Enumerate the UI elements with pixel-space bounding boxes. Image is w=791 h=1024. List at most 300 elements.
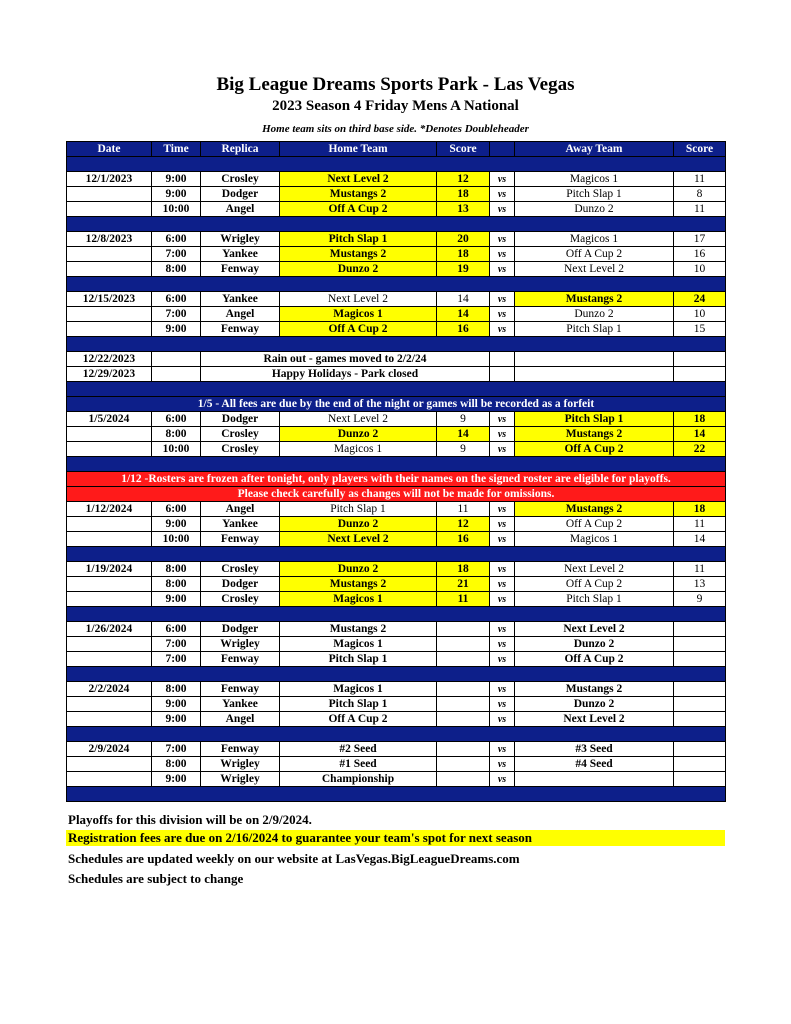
away-team-cell: Next Level 2 [515, 712, 674, 727]
away-team-cell: Mustangs 2 [515, 292, 674, 307]
home-score-cell [437, 697, 490, 712]
away-score-cell: 9 [674, 592, 726, 607]
header-vs [490, 142, 515, 157]
replica-cell: Angel [201, 712, 280, 727]
vs-cell: vs [490, 502, 515, 517]
separator-cell [67, 382, 726, 397]
message-cell: Rain out - games moved to 2/2/24 [201, 352, 490, 367]
home-team-cell: Championship [280, 772, 437, 787]
away-score-cell: 8 [674, 187, 726, 202]
time-cell: 10:00 [152, 202, 201, 217]
home-score-cell [437, 652, 490, 667]
home-team-cell: Mustangs 2 [280, 187, 437, 202]
table-row [67, 757, 726, 772]
separator-cell [67, 727, 726, 742]
change-note: Schedules are subject to change [68, 871, 244, 886]
away-score-cell: 22 [674, 442, 726, 457]
header-date: Date [67, 142, 152, 157]
home-team-cell: Magicos 1 [280, 307, 437, 322]
away-team-cell: Next Level 2 [515, 562, 674, 577]
time-cell: 8:00 [152, 262, 201, 277]
table-row [67, 652, 726, 667]
vs-cell: vs [490, 232, 515, 247]
separator-cell [67, 277, 726, 292]
vs-cell: vs [490, 742, 515, 757]
separator-row [67, 217, 726, 232]
date-cell [67, 262, 152, 277]
separator-row [67, 787, 726, 802]
time-cell: 7:00 [152, 637, 201, 652]
away-score-cell [674, 712, 726, 727]
replica-cell: Angel [201, 202, 280, 217]
announcement-row [67, 397, 726, 412]
away-score-cell [674, 622, 726, 637]
date-cell [67, 577, 152, 592]
time-cell: 6:00 [152, 232, 201, 247]
vs-cell: vs [490, 412, 515, 427]
table-row [67, 517, 726, 532]
separator-row [67, 547, 726, 562]
home-team-cell: Off A Cup 2 [280, 712, 437, 727]
home-score-cell: 11 [437, 502, 490, 517]
away-score-cell [674, 652, 726, 667]
away-score-cell [674, 697, 726, 712]
replica-cell: Yankee [201, 517, 280, 532]
home-score-cell [437, 682, 490, 697]
date-cell [67, 697, 152, 712]
date-cell [67, 637, 152, 652]
replica-cell: Dodger [201, 622, 280, 637]
home-score-cell: 19 [437, 262, 490, 277]
header-home-score: Score [437, 142, 490, 157]
replica-cell: Fenway [201, 532, 280, 547]
away-team-cell: Next Level 2 [515, 622, 674, 637]
date-cell: 1/5/2024 [67, 412, 152, 427]
home-team-cell: Next Level 2 [280, 412, 437, 427]
date-cell [67, 202, 152, 217]
date-cell [67, 442, 152, 457]
vs-cell: vs [490, 652, 515, 667]
schedule-body [67, 157, 726, 802]
table-row [67, 502, 726, 517]
time-cell [152, 367, 201, 382]
separator-row [67, 382, 726, 397]
home-team-cell: Pitch Slap 1 [280, 502, 437, 517]
home-team-cell: Magicos 1 [280, 637, 437, 652]
home-score-cell: 9 [437, 412, 490, 427]
table-row [67, 622, 726, 637]
date-cell: 1/26/2024 [67, 622, 152, 637]
page-title: Big League Dreams Sports Park - Las Vegas [216, 74, 575, 95]
table-row [67, 202, 726, 217]
time-cell: 8:00 [152, 562, 201, 577]
vs-cell: vs [490, 307, 515, 322]
vs-cell: vs [490, 172, 515, 187]
table-row [67, 412, 726, 427]
time-cell: 6:00 [152, 622, 201, 637]
replica-cell: Wrigley [201, 772, 280, 787]
away-score-cell: 13 [674, 577, 726, 592]
home-score-cell [437, 742, 490, 757]
away-team-cell: Dunzo 2 [515, 697, 674, 712]
away-team-cell: Mustangs 2 [515, 682, 674, 697]
table-row [67, 532, 726, 547]
roster-alert-row [67, 472, 726, 487]
home-score-cell [437, 772, 490, 787]
time-cell: 8:00 [152, 427, 201, 442]
time-cell: 7:00 [152, 652, 201, 667]
table-row [67, 322, 726, 337]
away-score-cell: 11 [674, 517, 726, 532]
away-team-cell: Pitch Slap 1 [515, 187, 674, 202]
separator-cell [67, 607, 726, 622]
home-score-cell [437, 757, 490, 772]
away-team-cell: Off A Cup 2 [515, 652, 674, 667]
date-cell [67, 187, 152, 202]
home-score-cell: 14 [437, 307, 490, 322]
vs-cell: vs [490, 622, 515, 637]
date-cell [67, 712, 152, 727]
table-row [67, 697, 726, 712]
table-row [67, 772, 726, 787]
home-team-cell: #2 Seed [280, 742, 437, 757]
roster-alert-text: Please check carefully as changes will not be made for omissions. [67, 487, 726, 502]
away-team-cell: Dunzo 2 [515, 637, 674, 652]
vs-cell [490, 367, 515, 382]
date-cell: 2/2/2024 [67, 682, 152, 697]
home-team-cell: Dunzo 2 [280, 562, 437, 577]
vs-cell: vs [490, 532, 515, 547]
date-cell: 12/8/2023 [67, 232, 152, 247]
table-row [67, 682, 726, 697]
away-team-cell: Dunzo 2 [515, 307, 674, 322]
replica-cell: Wrigley [201, 637, 280, 652]
away-score-cell: 10 [674, 307, 726, 322]
vs-cell: vs [490, 697, 515, 712]
away-score-cell: 11 [674, 562, 726, 577]
date-cell: 12/15/2023 [67, 292, 152, 307]
home-team-cell: Pitch Slap 1 [280, 232, 437, 247]
vs-cell: vs [490, 202, 515, 217]
table-row [67, 562, 726, 577]
roster-alert-row [67, 487, 726, 502]
table-row [67, 742, 726, 757]
vs-cell: vs [490, 712, 515, 727]
away-team-cell: Mustangs 2 [515, 427, 674, 442]
header-replica: Replica [201, 142, 280, 157]
replica-cell: Crosley [201, 562, 280, 577]
time-cell: 9:00 [152, 712, 201, 727]
home-score-cell: 9 [437, 442, 490, 457]
date-cell: 1/12/2024 [67, 502, 152, 517]
time-cell: 6:00 [152, 412, 201, 427]
table-row [67, 232, 726, 247]
header-away-team: Away Team [515, 142, 674, 157]
home-team-cell: Next Level 2 [280, 172, 437, 187]
vs-cell: vs [490, 517, 515, 532]
vs-cell: vs [490, 262, 515, 277]
home-team-cell: #1 Seed [280, 757, 437, 772]
replica-cell: Yankee [201, 292, 280, 307]
website-note: Schedules are updated weekly on our website at LasVegas.BigLeagueDreams.com [68, 851, 520, 866]
replica-cell: Fenway [201, 682, 280, 697]
vs-cell: vs [490, 427, 515, 442]
away-score-cell: 24 [674, 292, 726, 307]
home-team-cell: Dunzo 2 [280, 427, 437, 442]
home-score-cell: 16 [437, 322, 490, 337]
date-cell [67, 772, 152, 787]
home-score-cell: 18 [437, 562, 490, 577]
home-score-cell: 18 [437, 187, 490, 202]
table-row [67, 262, 726, 277]
time-cell: 9:00 [152, 187, 201, 202]
vs-cell: vs [490, 187, 515, 202]
away-score-cell: 18 [674, 412, 726, 427]
away-score-cell [674, 682, 726, 697]
date-cell: 12/1/2023 [67, 172, 152, 187]
separator-cell [67, 337, 726, 352]
home-score-cell: 21 [437, 577, 490, 592]
separator-row [67, 667, 726, 682]
separator-cell [67, 547, 726, 562]
away-score-cell [674, 757, 726, 772]
away-team-cell: Magicos 1 [515, 232, 674, 247]
away-score-cell: 16 [674, 247, 726, 262]
away-score-cell: 15 [674, 322, 726, 337]
away-team-cell: Dunzo 2 [515, 202, 674, 217]
away-team-cell: Magicos 1 [515, 172, 674, 187]
replica-cell: Fenway [201, 262, 280, 277]
home-team-cell: Mustangs 2 [280, 577, 437, 592]
replica-cell: Yankee [201, 247, 280, 262]
home-team-cell: Pitch Slap 1 [280, 652, 437, 667]
away-score-cell: 17 [674, 232, 726, 247]
date-cell [67, 427, 152, 442]
vs-cell: vs [490, 577, 515, 592]
home-team-cell: Magicos 1 [280, 442, 437, 457]
date-cell: 2/9/2024 [67, 742, 152, 757]
home-score-cell: 18 [437, 247, 490, 262]
home-score-cell: 16 [437, 532, 490, 547]
home-team-cell: Mustangs 2 [280, 247, 437, 262]
table-header-row [67, 142, 726, 157]
schedule-table [66, 141, 726, 802]
date-cell: 12/22/2023 [67, 352, 152, 367]
away-team-cell [515, 772, 674, 787]
vs-cell: vs [490, 682, 515, 697]
date-cell [67, 592, 152, 607]
home-score-cell: 14 [437, 292, 490, 307]
replica-cell: Fenway [201, 742, 280, 757]
home-score-cell [437, 637, 490, 652]
time-cell: 6:00 [152, 292, 201, 307]
replica-cell: Crosley [201, 172, 280, 187]
replica-cell: Angel [201, 307, 280, 322]
replica-cell: Dodger [201, 577, 280, 592]
replica-cell: Crosley [201, 427, 280, 442]
vs-cell: vs [490, 757, 515, 772]
separator-row [67, 337, 726, 352]
away-score-cell: 10 [674, 262, 726, 277]
date-cell [67, 517, 152, 532]
home-score-cell [437, 622, 490, 637]
home-team-cell: Off A Cup 2 [280, 202, 437, 217]
separator-cell [67, 217, 726, 232]
away-team-cell [515, 352, 674, 367]
announcement-text: 1/5 - All fees are due by the end of the night or games will be recorded as a forfeit [67, 397, 726, 412]
time-cell: 9:00 [152, 772, 201, 787]
home-team-cell: Magicos 1 [280, 592, 437, 607]
date-cell [67, 532, 152, 547]
vs-cell: vs [490, 562, 515, 577]
home-team-cell: Dunzo 2 [280, 517, 437, 532]
home-score-cell [437, 712, 490, 727]
replica-cell: Wrigley [201, 757, 280, 772]
away-team-cell [515, 367, 674, 382]
home-score-cell: 14 [437, 427, 490, 442]
away-score-cell: 11 [674, 202, 726, 217]
vs-cell: vs [490, 292, 515, 307]
replica-cell: Wrigley [201, 232, 280, 247]
away-score-cell [674, 742, 726, 757]
home-team-cell: Mustangs 2 [280, 622, 437, 637]
time-cell: 9:00 [152, 322, 201, 337]
time-cell: 9:00 [152, 517, 201, 532]
vs-cell: vs [490, 322, 515, 337]
away-score-cell: 14 [674, 532, 726, 547]
header-away-score: Score [674, 142, 726, 157]
vs-cell: vs [490, 442, 515, 457]
time-cell: 8:00 [152, 682, 201, 697]
table-row [67, 592, 726, 607]
replica-cell: Crosley [201, 442, 280, 457]
home-score-cell: 20 [437, 232, 490, 247]
away-team-cell: Mustangs 2 [515, 502, 674, 517]
home-score-cell: 12 [437, 517, 490, 532]
replica-cell: Angel [201, 502, 280, 517]
date-cell [67, 757, 152, 772]
time-cell: 6:00 [152, 502, 201, 517]
registration-note: Registration fees are due on 2/16/2024 to guarantee your team's spot for next season [66, 830, 725, 846]
vs-cell: vs [490, 592, 515, 607]
away-team-cell: Magicos 1 [515, 532, 674, 547]
time-cell: 9:00 [152, 697, 201, 712]
away-score-cell: 11 [674, 172, 726, 187]
time-cell: 9:00 [152, 592, 201, 607]
separator-row [67, 277, 726, 292]
replica-cell: Fenway [201, 322, 280, 337]
time-cell: 10:00 [152, 532, 201, 547]
away-team-cell: Pitch Slap 1 [515, 592, 674, 607]
away-team-cell: #4 Seed [515, 757, 674, 772]
away-score-cell [674, 352, 726, 367]
table-row [67, 292, 726, 307]
away-score-cell [674, 367, 726, 382]
home-team-cell: Off A Cup 2 [280, 322, 437, 337]
table-row [67, 367, 726, 382]
replica-cell: Dodger [201, 412, 280, 427]
away-score-cell: 18 [674, 502, 726, 517]
separator-cell [67, 667, 726, 682]
replica-cell: Yankee [201, 697, 280, 712]
time-cell: 7:00 [152, 307, 201, 322]
separator-cell [67, 457, 726, 472]
away-team-cell: Off A Cup 2 [515, 247, 674, 262]
away-team-cell: Off A Cup 2 [515, 577, 674, 592]
replica-cell: Fenway [201, 652, 280, 667]
playoffs-note: Playoffs for this division will be on 2/9/2024. [68, 812, 312, 827]
home-score-cell: 11 [437, 592, 490, 607]
page-note: Home team sits on third base side. *Denotes Doubleheader [262, 123, 529, 135]
time-cell: 8:00 [152, 577, 201, 592]
page-subtitle: 2023 Season 4 Friday Mens A National [272, 98, 519, 114]
separator-row [67, 607, 726, 622]
vs-cell: vs [490, 637, 515, 652]
away-score-cell: 14 [674, 427, 726, 442]
message-cell: Happy Holidays - Park closed [201, 367, 490, 382]
date-cell: 1/19/2024 [67, 562, 152, 577]
table-row [67, 442, 726, 457]
time-cell: 7:00 [152, 742, 201, 757]
date-cell [67, 307, 152, 322]
header-home-team: Home Team [280, 142, 437, 157]
time-cell: 10:00 [152, 442, 201, 457]
time-cell: 9:00 [152, 172, 201, 187]
date-cell: 12/29/2023 [67, 367, 152, 382]
table-row [67, 637, 726, 652]
time-cell [152, 352, 201, 367]
table-row [67, 427, 726, 442]
table-row [67, 172, 726, 187]
home-score-cell: 13 [437, 202, 490, 217]
table-row [67, 577, 726, 592]
vs-cell [490, 352, 515, 367]
replica-cell: Dodger [201, 187, 280, 202]
header-time: Time [152, 142, 201, 157]
date-cell [67, 247, 152, 262]
time-cell: 7:00 [152, 247, 201, 262]
table-row [67, 187, 726, 202]
separator-row [67, 457, 726, 472]
table-row [67, 307, 726, 322]
away-team-cell: Off A Cup 2 [515, 517, 674, 532]
away-team-cell: Next Level 2 [515, 262, 674, 277]
date-cell [67, 322, 152, 337]
table-row [67, 712, 726, 727]
time-cell: 8:00 [152, 757, 201, 772]
vs-cell: vs [490, 247, 515, 262]
replica-cell: Crosley [201, 592, 280, 607]
separator-row [67, 157, 726, 172]
home-score-cell: 12 [437, 172, 490, 187]
away-score-cell [674, 772, 726, 787]
roster-alert-text: 1/12 -Rosters are frozen after tonight, only players with their names on the signed roster are eligible for playoffs. [67, 472, 726, 487]
separator-row [67, 727, 726, 742]
vs-cell: vs [490, 772, 515, 787]
table-row [67, 352, 726, 367]
separator-cell [67, 157, 726, 172]
away-team-cell: Pitch Slap 1 [515, 412, 674, 427]
home-team-cell: Magicos 1 [280, 682, 437, 697]
home-team-cell: Dunzo 2 [280, 262, 437, 277]
home-team-cell: Pitch Slap 1 [280, 697, 437, 712]
table-row [67, 247, 726, 262]
away-score-cell [674, 637, 726, 652]
away-team-cell: Pitch Slap 1 [515, 322, 674, 337]
away-team-cell: #3 Seed [515, 742, 674, 757]
home-team-cell: Next Level 2 [280, 532, 437, 547]
home-team-cell: Next Level 2 [280, 292, 437, 307]
